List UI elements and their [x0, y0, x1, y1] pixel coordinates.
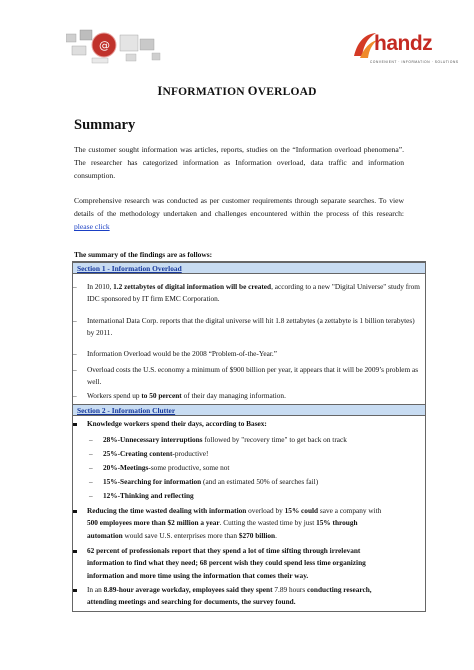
bullet-square-icon [73, 510, 77, 514]
list-item: – International Data Corp. reports that the digital universe will hit 1.8 zettabytes (a zettabyte is 1 billion terabytes) by 2011. [73, 316, 415, 338]
please-click-link[interactable]: please click [74, 222, 110, 232]
methodology-paragraph: Comprehensive research was conducted as per customer requirements through separate searches. To view details of the methodology undertaken and challenges encountered within the process of this research: please click [74, 196, 404, 232]
list-item: – Overload costs the U.S. economy a minimum of $900 billion per year, it appears that it will be 2009’s problem as well. [73, 365, 419, 387]
basex-heading: Knowledge workers spend their days, according to Basex: [87, 418, 421, 430]
intro-paragraph: The customer sought information was articles, reports, studies on the “Information overload phenomena”. The researcher has categorized information as Information overload, data traffic and information consumption. [74, 145, 404, 181]
section-2-header: Section 2 - Information Clutter [73, 404, 425, 416]
basex-item: – 25%-Creating content-productive! [89, 449, 209, 458]
basex-item: – 28%-Unnecessary interruptions followed by "recovery time" to get back on track [89, 435, 347, 444]
list-item: Reducing the time wasted dealing with information overload by 15% could save a company with 500 employees more than $2 million a year. Cutting the wasted time by just 15% through automation would save U.S. enterprises more than $270 billion. [87, 505, 421, 542]
page-title: INFORMATION OVERLOAD [157, 84, 317, 98]
bullet-square-icon [73, 423, 77, 427]
basex-item: – 15%-Searching for information (and an estimated 50% of searches fail) [89, 477, 319, 486]
findings-table [72, 261, 426, 612]
findings-heading: The summary of the findings are as follows: [74, 250, 213, 259]
list-item: 62 percent of professionals report that they spend a lot of time sifting through irrelevant information to find what they need; 68 percent wish they could spend less time organizing information and more time using the information that comes their way. [87, 545, 421, 582]
list-item: – Information Overload would be the 2008 “Problem-of-the-Year.” [73, 349, 277, 358]
bullet-square-icon [73, 550, 77, 554]
section-1-header: Section 1 - Information Overload [73, 262, 425, 274]
logo-tagline: CONVENIENT · INFORMATION · SOLUTIONS [370, 60, 459, 64]
logo-wordmark: handz [374, 32, 433, 55]
bullet-square-icon [73, 589, 77, 593]
summary-heading: Summary [74, 117, 136, 133]
list-item: – In 2010, 1.2 zettabytes of digital information will be created, according to a new "Digital Universe" study from IDC sponsored by IT firm EMC Corporation. [73, 282, 420, 304]
list-item: In an 8.89-hour average workday, employees said they spent 7.89 hours conducting research, attending meetings and searching for documents, the survey found. [87, 584, 421, 609]
basex-item: – 12%-Thinking and reflecting [89, 491, 194, 500]
svg-text:@: @ [99, 39, 110, 52]
handz-logo [352, 30, 459, 74]
basex-item: – 20%-Meetings-some productive, some not [89, 463, 230, 472]
header-graphic [66, 26, 164, 66]
list-item: – Workers spend up to 50 percent of their day managing information. [73, 391, 286, 400]
